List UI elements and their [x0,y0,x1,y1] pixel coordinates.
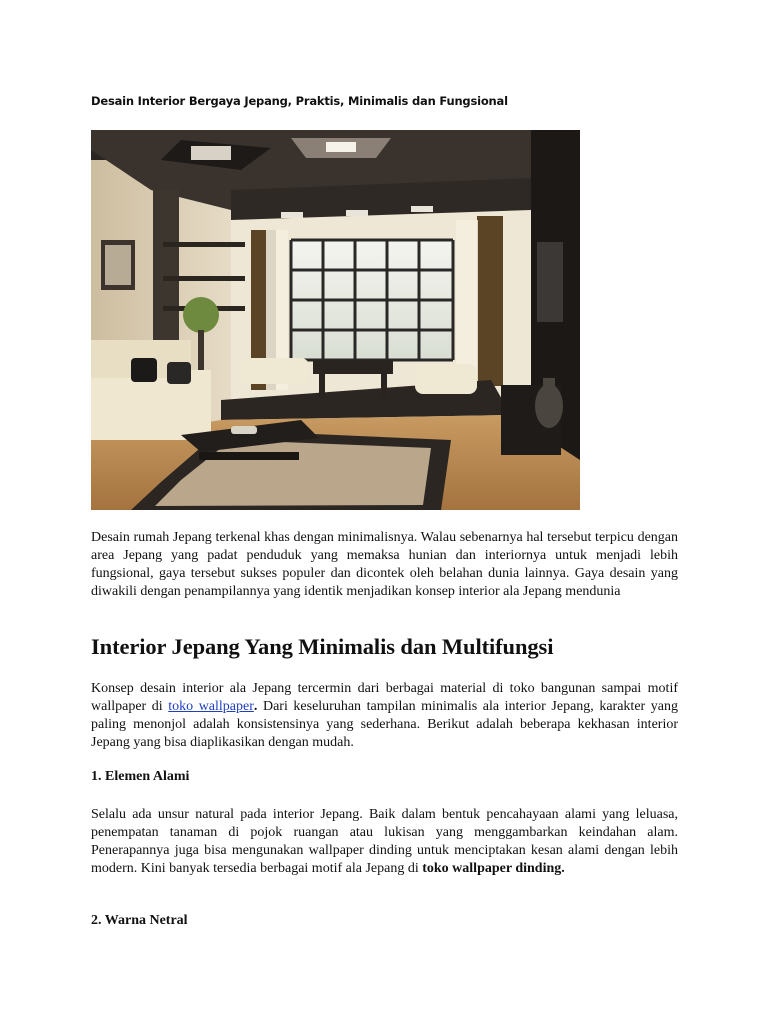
bold-store-mention: toko wallpaper dinding. [422,861,565,876]
document-title: Desain Interior Bergaya Jepang, Praktis, Minimalis dan Fungsional [91,94,508,108]
intro-paragraph: Desain rumah Jepang terkenal khas dengan minimalisnya. Walau sebenarnya hal tersebut terpicu dengan area Jepang yang padat penduduk yang memaksa hunian dan interiornya untuk menjadi lebih fungsional, gaya tersebut sukses populer dan dicontek oleh belahan dunia lainnya. Gaya desain yang diwakili dengan penampilannya yang identik menjadikan konsep interior ala Jepang mendunia [91,530,678,599]
elemen-alami-text: Selalu ada unsur natural pada interior Jepang. Baik dalam bentuk pencahayaan alami yang leluasa, penempatan tanaman di pojok ruangan atau lukisan yang menggambarkan keindahan alam. Penerapannya juga bisa mengunakan wallpaper dinding untuk menciptakan kesan alami dengan lebih modern. Kini banyak tersedia berbagai motif ala Jepang di [91,807,678,876]
subheading-elemen-alami: 1. Elemen Alami [91,769,190,784]
toko-wallpaper-link[interactable]: toko wallpaper [168,699,254,714]
elemen-alami-paragraph [91,806,678,878]
section-heading: Interior Jepang Yang Minimalis dan Multifungsi [91,634,554,659]
subheading-warna-netral: 2. Warna Netral [91,913,188,928]
concept-text-before-link: Konsep desain interior ala Jepang tercermin dari berbagai material di toko bangunan sampai motif wallpaper di [91,681,678,714]
concept-text-after-link: Dari keseluruhan tampilan minimalis ala interior Jepang, karakter yang paling menonjol adalah konsistensinya yang sederhana. Berikut adalah beberapa kekhasan interior Jepang yang bisa diaplikasikan dengan mudah. [91,699,678,750]
bold-period: . [253,699,258,714]
concept-paragraph [91,680,678,752]
interior-photo [91,130,580,510]
